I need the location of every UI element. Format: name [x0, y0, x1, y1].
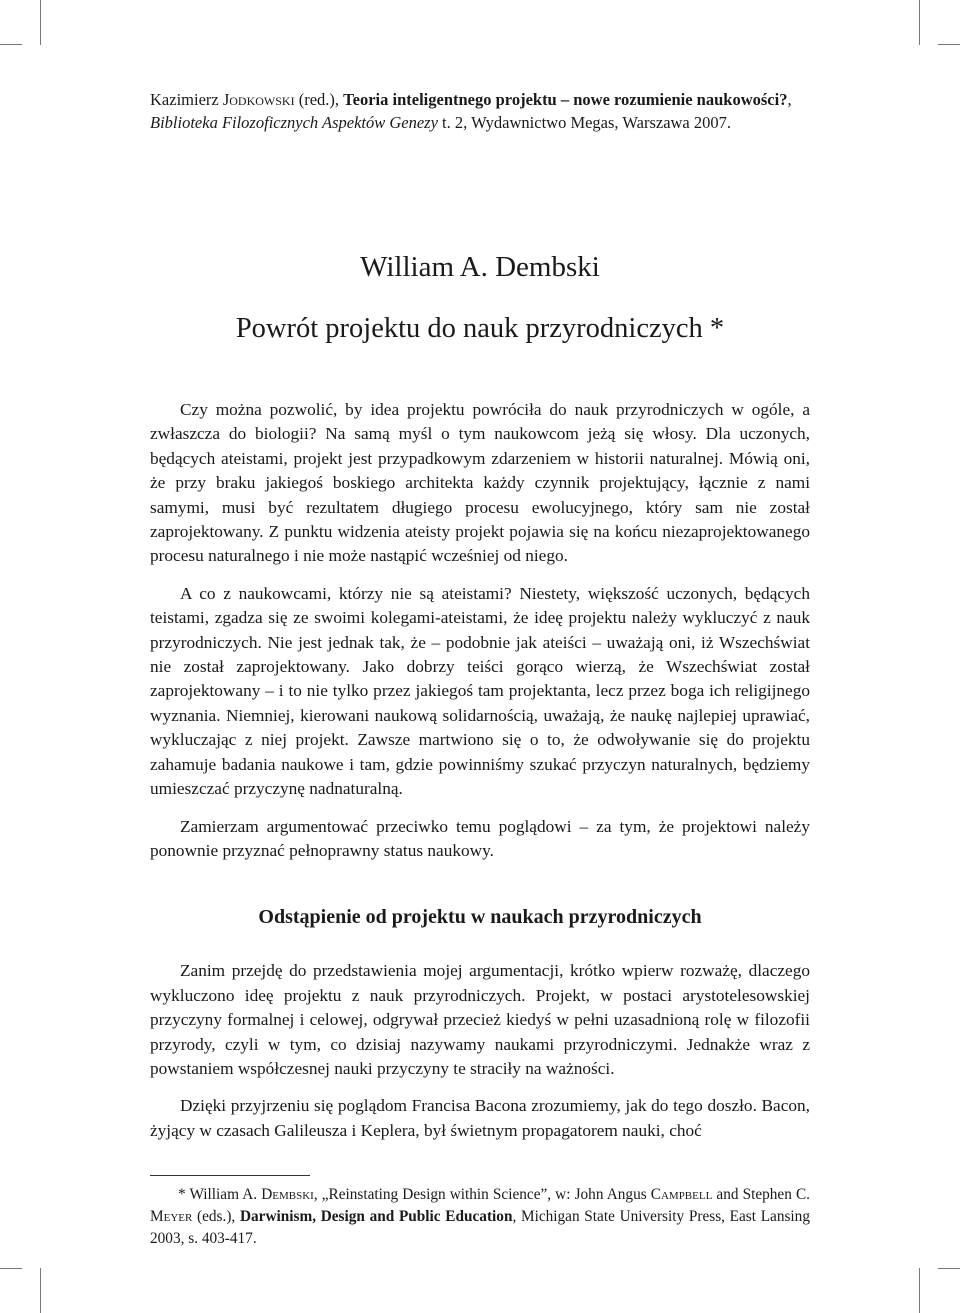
reference-separator: ,: [787, 90, 792, 109]
footnote-rule: [150, 1175, 310, 1176]
reference-author-last: Jodkowski: [222, 90, 295, 109]
section-body: [150, 959, 810, 1143]
crop-mark: [938, 1268, 960, 1269]
crop-mark: [40, 1268, 41, 1313]
reference-details: t. 2, Wydawnictwo Megas, Warszawa 2007.: [437, 113, 732, 132]
reference-book-title: Teoria inteligentnego projektu – nowe rozumienie naukowości?: [343, 90, 788, 109]
footnote-editor: Campbell: [650, 1186, 713, 1204]
footnote-editor: Meyer: [150, 1208, 193, 1226]
footnote: [150, 1184, 810, 1250]
crop-mark: [919, 0, 920, 45]
crop-mark: [0, 1268, 22, 1269]
reference-author-first: Kazimierz: [150, 90, 223, 109]
reference-series: Biblioteka Filozoficznych Aspektów Genezy: [150, 113, 438, 132]
paragraph: Dzięki przyjrzeniu się poglądom Francisa Bacona zrozumiemy, jak do tego doszło. Bacon, żyjący w czasach Galileusza i Keplera, był świetnym propagatorem nauki, choć: [150, 1096, 810, 1140]
paragraph: Zamierzam argumentować przeciwko temu poglądowi – za tym, że projektowi należy ponownie przyznać pełnoprawny status naukowy.: [150, 816, 810, 860]
footnote-text: , „Reinstating Design within Science”, w: John Angus: [313, 1186, 651, 1204]
article-title: Powrót projektu do nauk przyrodniczych *: [235, 313, 725, 344]
paragraph: Czy można pozwolić, by idea projektu powróciła do nauk przyrodniczych w ogóle, a zwłaszcza do biologii? Na samą myśl o tym naukowcom jeżą się włosy. Dla uczonych, będących ateistami, projekt jest przypadkowym zdarzeniem w historii naturalnej. Mówią oni, że przy braku jakiegoś boskiego architekta każdy czynnik projektujący, łącznie z nami samymi, musi być rezultatem długiego procesu ewolucyjnego, który sam nie został zaprojektowany. Z punktu widzenia ateisty projekt pojawia się na końcu niezaprojektowanego procesu naturalnego i nie może nastąpić wcześniej od niego.: [150, 400, 810, 566]
crop-mark: [40, 0, 41, 45]
page-content: [150, 88, 810, 1250]
footnote-marker: * William A.: [178, 1186, 262, 1204]
paragraph: A co z naukowcami, którzy nie są ateistami? Niestety, większość uczonych, będących teistami, zgadza się ze swoimi kolegami-ateistami, że ideę projektu należy wykluczyć z nauk przyrodniczych. Nie jest jednak tak, że – podobnie jak ateiści – uważają oni, iż Wszechświat nie został zaprojektowany. Jako dobrzy teiści gorąco wierzą, że Wszechświat został zaprojektowany – i to nie tylko przez jakiegoś tam projektanta, lecz przez boga ich religijnego wyznania. Niemniej, kierowani naukową solidarnością, uważają, że naukę najlepiej uprawiać, wykluczając z niej projekt. Zawsze martwiono się o to, że odwoływanie się do projektu zahamuje badania naukowe i tam, gdzie powinniśmy szukać przyczyn naturalnych, będziemy umieszczać przyczynę nadnaturalną.: [150, 583, 810, 799]
crop-mark: [938, 44, 960, 45]
article-author: William A. Dembski: [360, 251, 600, 283]
footnote-text: , Michigan State University Press, East Lansing 2003, s. 403-417.: [150, 1208, 810, 1248]
reference-red: (red.),: [294, 90, 344, 109]
section-heading: Odstąpienie od projektu w naukach przyrodniczych: [258, 906, 702, 929]
footnote-book-title: Darwinism, Design and Public Education: [239, 1208, 513, 1226]
footnote-author: Dembski: [261, 1186, 314, 1204]
footnote-text: (eds.),: [192, 1208, 240, 1226]
intro-section: [150, 398, 810, 863]
crop-mark: [919, 1268, 920, 1313]
crop-mark: [0, 44, 22, 45]
bibliographic-reference: [150, 88, 810, 134]
paragraph: Zanim przejdę do przedstawienia mojej argumentacji, krótko wpierw rozważę, dlaczego wykluczono ideę projektu z nauk przyrodniczych. Projekt, w postaci arystotelesowskiej przyczyny formalnej i celowej, odgrywał przecież kiedyś w pełni uzasadnioną rolę w filozofii przyrody, czyli w tym, co dzisiaj nazywamy naukami przyrodniczymi. Jednakże wraz z powstaniem współczesnej nauki przyczyny te straciły na ważności.: [150, 961, 810, 1078]
footnote-text: and Stephen C.: [712, 1186, 810, 1204]
